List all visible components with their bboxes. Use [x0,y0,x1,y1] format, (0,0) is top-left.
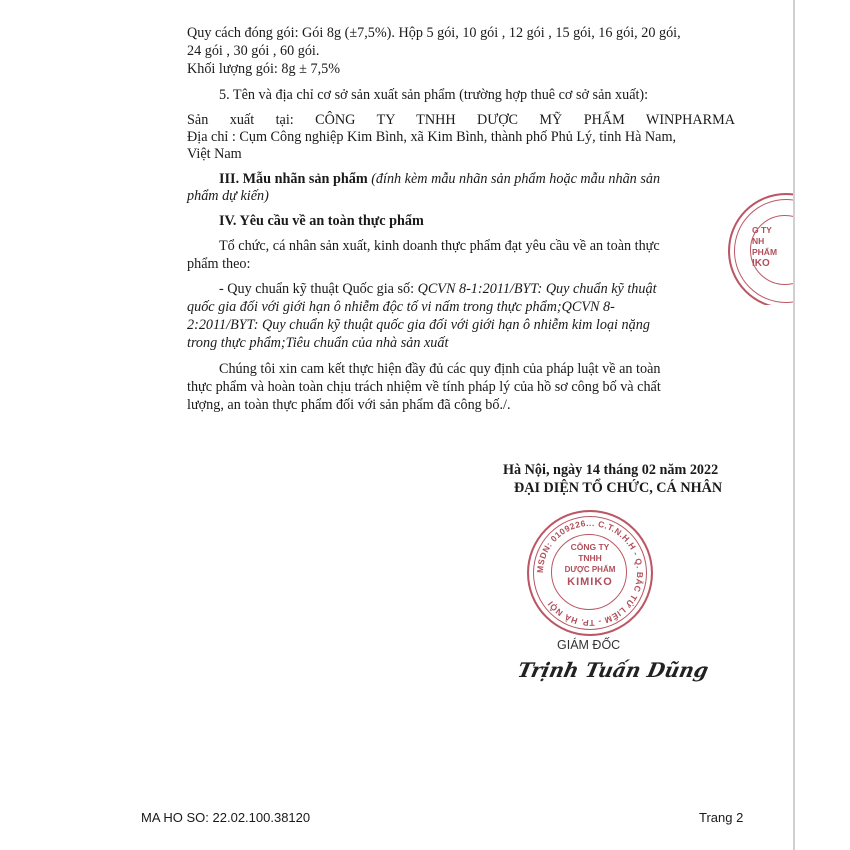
producer-line-3: Việt Nam [187,146,242,162]
representative-line: ĐẠI DIỆN TỔ CHỨC, CÁ NHÂN [514,480,723,496]
standard-line-3: 2:2011/BYT: Quy chuẩn kỹ thuật quốc gia đối với giới hạn ô nhiễm kim loại nặng [187,317,650,333]
weight-line: Khối lượng gói: 8g ± 7,5% [187,61,341,77]
edge-stamp-clip [728,193,793,305]
edge-stamp-line-3: PHẨM [752,247,778,257]
standard-line-2: quốc gia đối với giới hạn ô nhiễm độc tố vi nấm trong thực phẩm;QCVN 8- [187,299,615,315]
edge-stamp-line-4: IKO [752,258,770,269]
standard-line-1 [219,280,657,298]
section-3-title: III. Mẫu nhãn sản phẩm [219,171,368,187]
standard-prefix: - Quy chuẩn kỹ thuật Quốc gia số: [219,281,418,297]
stamp-line-1: CÔNG TY [570,542,610,552]
section-3-note: (đính kèm mẫu nhãn sản phẩm hoặc mẫu nhãn sản [371,171,661,187]
commit-line-1: Chúng tôi xin cam kết thực hiện đầy đủ các quy định của pháp luật về an toàn [219,361,661,377]
page-number: Trang 2 [699,810,744,825]
edge-stamp-line-1: G TY [752,225,772,235]
commit-line-3: lượng, an toàn thực phẩm đối với sản phẩm đã công bố./. [187,397,511,413]
stamp-line-4: KIMIKO [567,576,613,588]
stamp-line-3: DƯỢC PHẨM [564,565,616,574]
edge-stamp-line-2: NH [752,236,765,246]
stamp-line-2: TNHH [578,553,602,563]
producer-line-1: Sản xuất tại: CÔNG TY TNHH DƯỢC MỸ PHẨM WINPHARMA [187,112,735,128]
commit-line-2: thực phẩm và hoàn toàn chịu trách nhiệm về tính pháp lý của hồ sơ công bố và chất [187,379,661,395]
item-5: 5. Tên và địa chỉ cơ sở sản xuất sản phẩm (trường hợp thuê cơ sở sản xuất): [219,87,649,103]
section-3-note-cont: phẩm dự kiến) [187,188,269,204]
edge-stamp [728,193,793,305]
section-4-title: IV. Yêu cầu về an toàn thực phẩm [219,213,424,229]
dossier-number: MA HO SO: 22.02.100.38120 [141,810,311,825]
standard-text-1: QCVN 8-1:2011/BYT: Quy chuẩn kỹ thuật [417,281,657,297]
section-3 [219,170,660,188]
producer-line-2: Địa chỉ : Cụm Công nghiệp Kim Bình, xã Kim Bình, thành phố Phủ Lý, tỉnh Hà Nam, [187,129,677,145]
packaging-line-2: 24 gói , 30 gói , 60 gói. [187,43,320,59]
stamp-ring-text: MSDN: 0109226... C.T.N.H.H - Q. BẮC TỪ LIÊM - TP. HÀ NỘI [534,517,646,629]
page-margin [795,0,850,850]
standard-line-4: trong thực phẩm;Tiêu chuẩn của nhà sản xuất [187,335,449,351]
company-stamp [527,510,653,636]
signature: Trịnh Tuấn Dũng [515,658,711,682]
director-title: GIÁM ĐỐC [557,638,621,652]
section-4-intro-1: Tổ chức, cá nhân sản xuất, kinh doanh thực phẩm đạt yêu cầu về an toàn thực [219,238,660,254]
date-line: Hà Nội, ngày 14 tháng 02 năm 2022 [503,462,719,478]
packaging-line-1: Quy cách đóng gói: Gói 8g (±7,5%). Hộp 5 gói, 10 gói , 12 gói , 15 gói, 16 gói, 20 gói, [187,25,681,41]
section-4-intro-2: phẩm theo: [187,256,251,272]
edge-stamp-text [752,225,777,269]
